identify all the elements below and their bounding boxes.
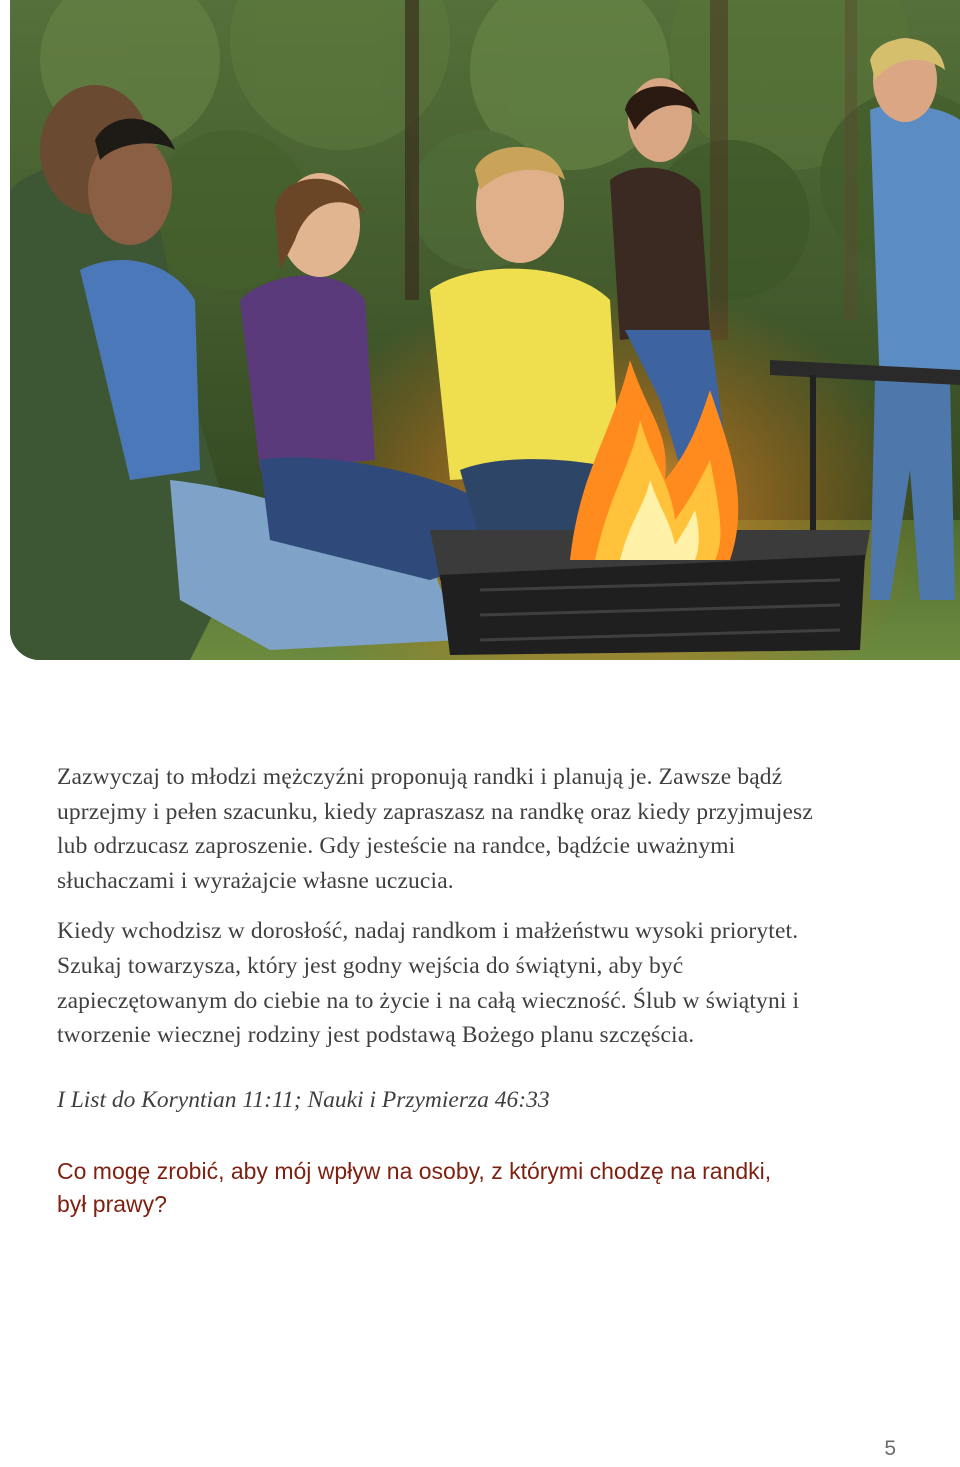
campfire-scene-illustration [10, 0, 960, 660]
page-number: 5 [884, 1437, 896, 1460]
paragraph-marriage-priority: Kiedy wchodzisz w dorosłość, nadaj randkom i małżeństwu wysoki priorytet. Szukaj towarzysza, który jest godny wejścia do świątyni, aby być zapieczętowanym do ciebie na to życie i na całą wieczność. Ślub w świątyni i tworzenie wiecznej rodziny jest podstawą Bożego planu szczęścia. [57, 918, 800, 1049]
reflection-question: Co mogę zrobić, aby mój wpływ na osoby, z którymi chodzę na randki, był prawy? [57, 1157, 772, 1217]
paragraph-dating-etiquette: Zazwyczaj to młodzi mężczyźni proponują randki i planują je. Zawsze bądź uprzejmy i pełen szacunku, kiedy zapraszasz na randkę oraz kiedy przyjmujesz lub odrzucasz zaproszenie. Gdy jesteście na randce, bądźcie uważnymi słuchaczami i wyrażajcie własne uczucia. [57, 764, 813, 894]
scripture-references: I List do Koryntian 11:11; Nauki i Przymierza 46:33 [57, 1086, 550, 1113]
campfire-photo [10, 0, 960, 660]
body-text [57, 760, 847, 1221]
